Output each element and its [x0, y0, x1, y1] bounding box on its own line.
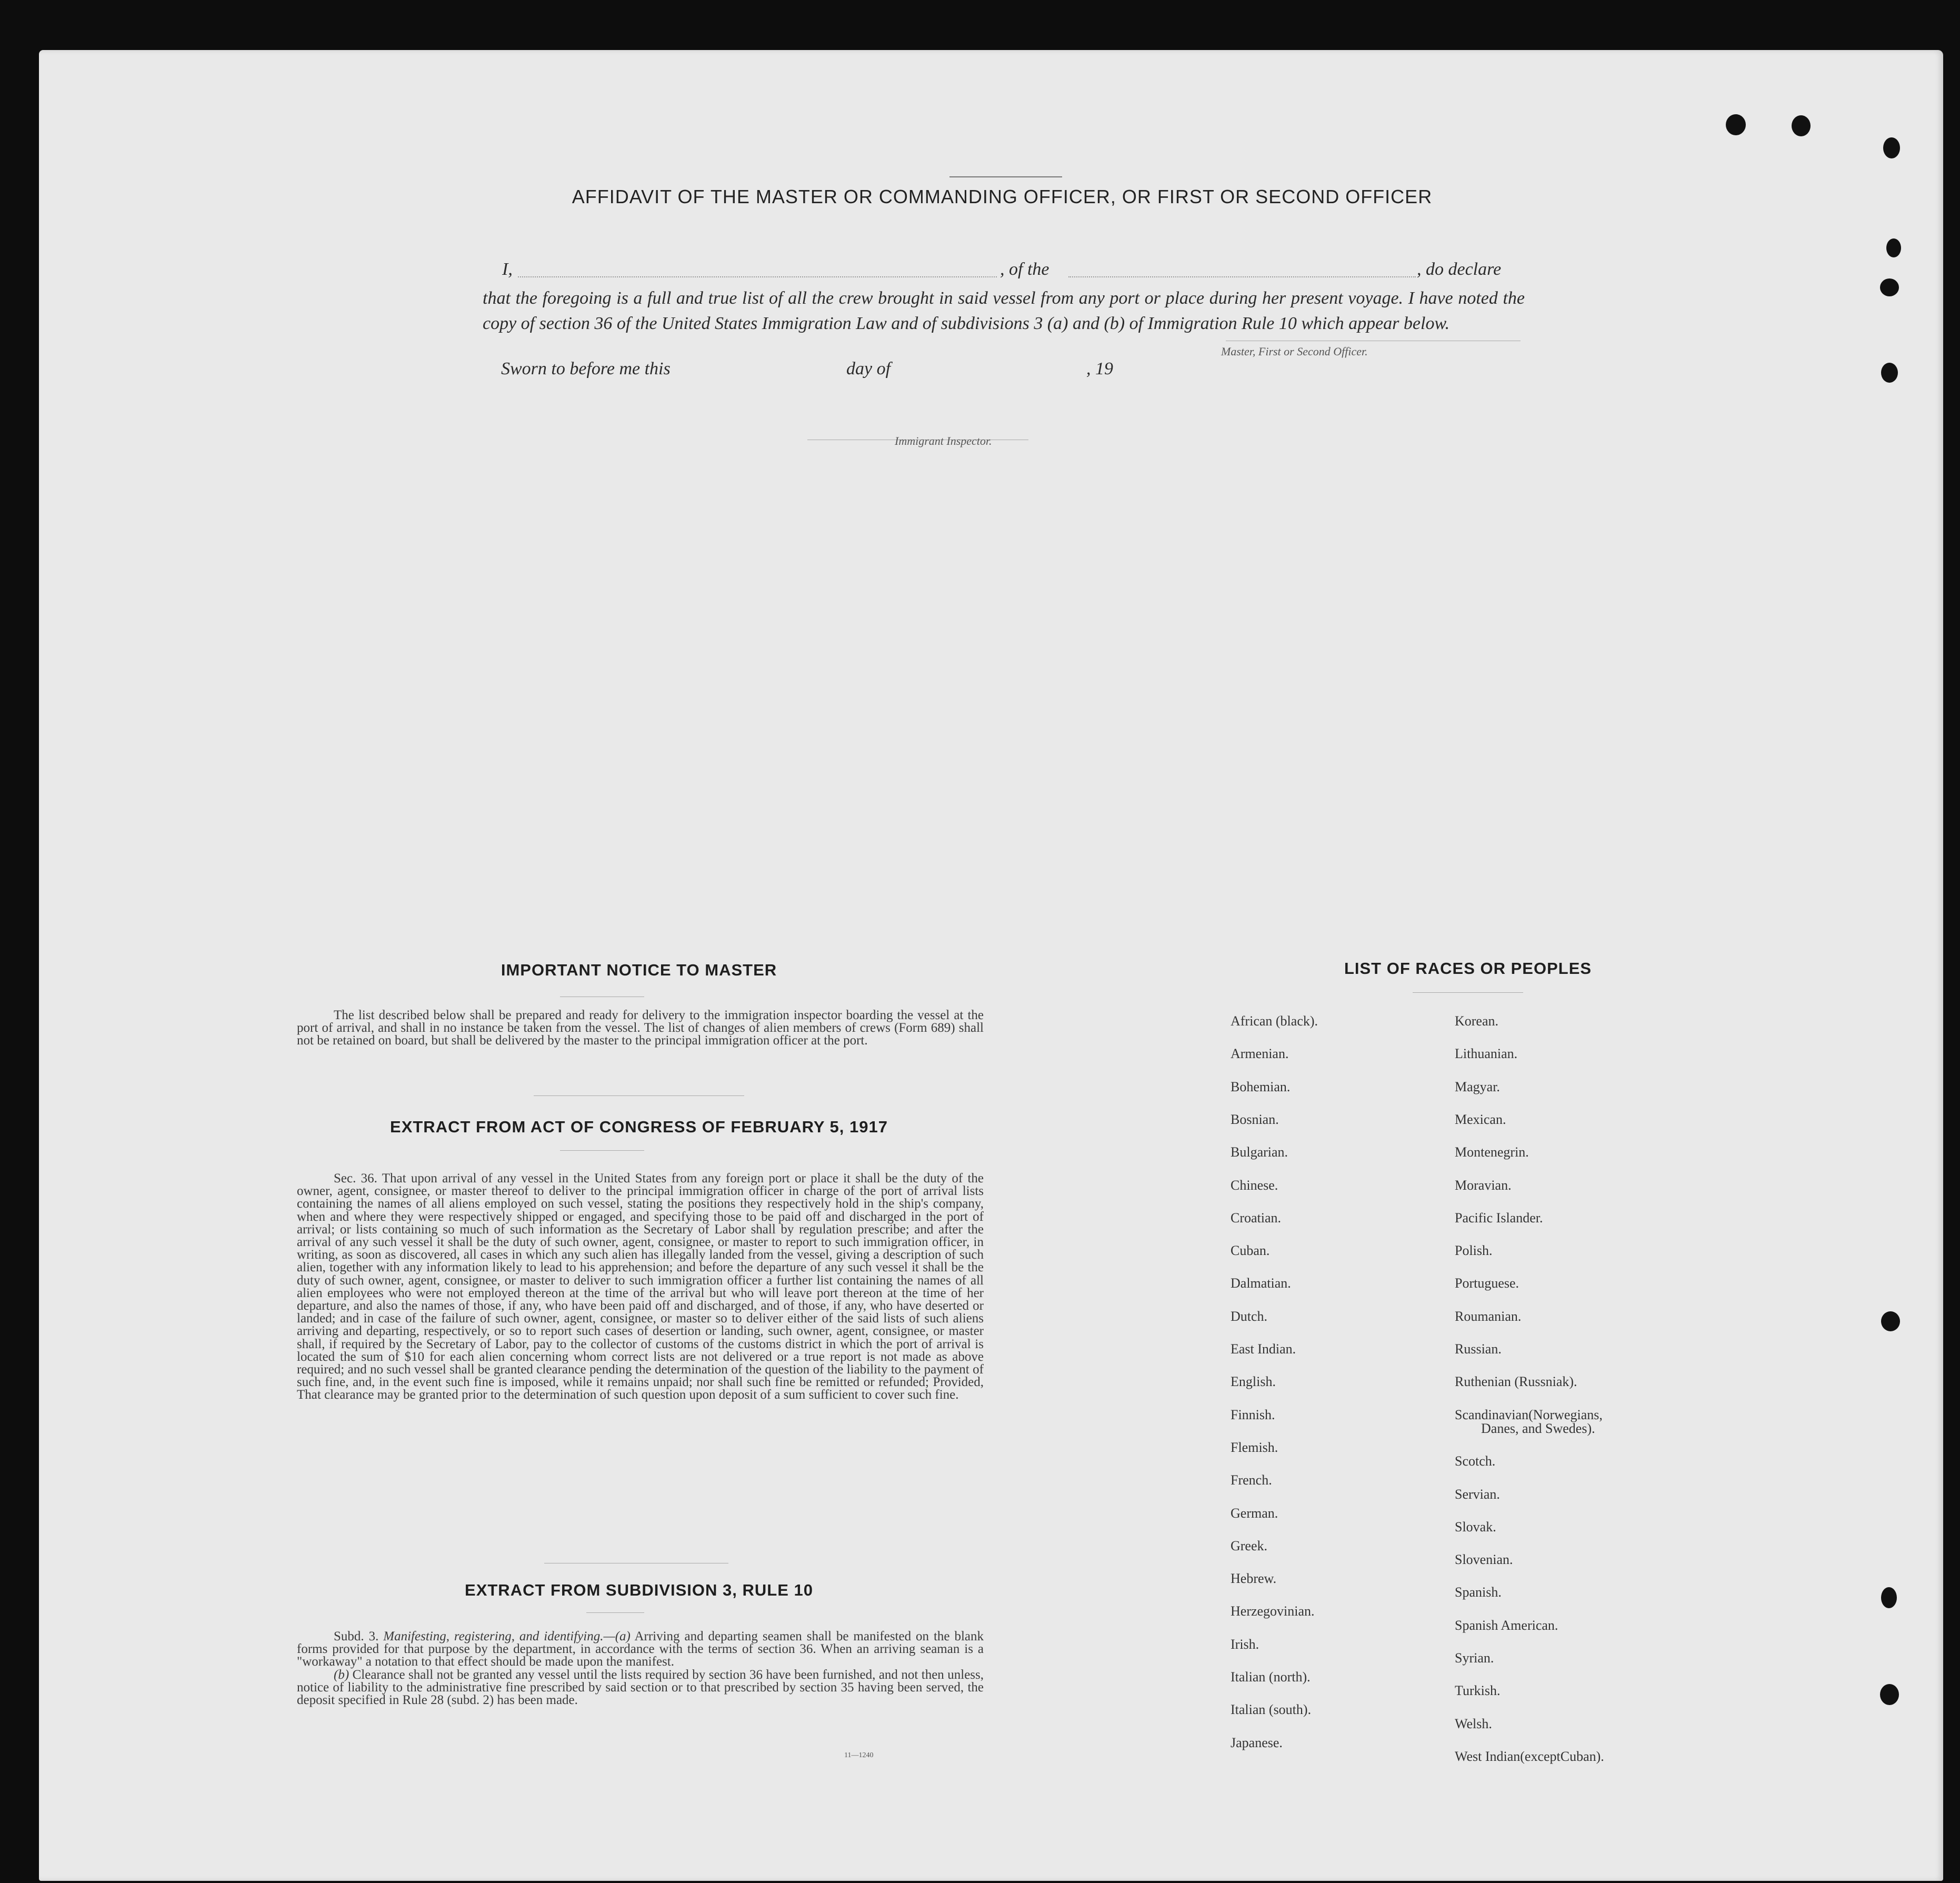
race-item: Irish. [1231, 1636, 1259, 1652]
manifest-page [39, 50, 1943, 1881]
act-title: EXTRACT FROM ACT OF CONGRESS OF FEBRUARY 5, 1917 [390, 1118, 888, 1136]
race-item: Bohemian. [1231, 1079, 1291, 1094]
race-item: Spanish. [1455, 1585, 1502, 1600]
race-item: Lithuanian. [1455, 1046, 1518, 1062]
race-item: Polish. [1455, 1243, 1493, 1259]
affidavit-of-the: , of the [1000, 260, 1049, 279]
part-b-label: (b) [334, 1667, 349, 1682]
race-item: Danes, and Swedes). [1481, 1420, 1595, 1436]
affidavit-title: AFFIDAVIT OF THE MASTER OR COMMANDING OFFICER, OR FIRST OR SECOND OFFICER [572, 186, 1433, 207]
act-section-label: Sec. 36. [334, 1171, 377, 1185]
notice-text: The list described below shall be prepared and ready for delivery to the immigration inspector boarding the vessel at the port of arrival, and shall in no instance be taken from the vessel. The list of changes of alien members of crews (Form 689) shall not be retained on board, but shall be delivered by the master to the principal immigration officer at the port. [297, 1008, 984, 1048]
race-item: Ruthenian (Russniak). [1455, 1374, 1577, 1390]
race-item: Finnish. [1231, 1407, 1275, 1422]
binder-hole-icon [1881, 363, 1898, 383]
day-of-text: day of [846, 359, 891, 378]
sworn-text: Sworn to before me this [501, 359, 671, 378]
binder-hole-icon [1886, 238, 1901, 257]
race-item: Scandinavian(Norwegians, [1455, 1407, 1603, 1422]
race-item: African (black). [1231, 1013, 1318, 1029]
race-item: Armenian. [1231, 1046, 1289, 1062]
name-blank[interactable] [518, 276, 997, 277]
race-item: Scotch. [1455, 1453, 1496, 1469]
race-item: Syrian. [1455, 1650, 1494, 1666]
act-rule-top [534, 1095, 744, 1096]
race-item: Dalmatian. [1231, 1276, 1291, 1291]
race-item: Servian. [1455, 1486, 1500, 1502]
race-item: Magyar. [1455, 1079, 1500, 1094]
race-item: Korean. [1455, 1013, 1499, 1029]
races-rule [1413, 992, 1523, 993]
race-item: Bosnian. [1231, 1111, 1279, 1127]
races-title: LIST OF RACES OR PEOPLES [1344, 959, 1592, 978]
binder-hole-icon [1726, 114, 1746, 135]
act-text: That upon arrival of any vessel in the United States from any foreign port or place it shall be the duty of the owner, agent, consignee, or master thereof to deliver to the principal immigration officer in charge of the port of arrival lists containing the names of all aliens employed on such vessel, stating the positions they respectively hold in the ship's company, when and where they were respectively shipped or engaged, and specifying those to be paid off and discharged in the port of arrival; or lists containing so much of such information as the Secretary of Labor shall by regulation prescribe; and after the arrival of any such vessel it shall be the duty of such owner, agent, consignee, or master to report to such immigration officer, in writing, as soon as discovered, all cases in which any such alien has illegally landed from the vessel, giving a description of such alien, together with any information likely to lead to his apprehension; and before the departure of any such vessel it shall be the duty of such owner, agent, consignee, or master to deliver to such immigration officer a further list containing the names of all alien employees who were not employed thereon at the time of the arrival but who will leave port thereon at the time of her departure, and also the names of those, if any, who have been paid off and discharged, and of those, if any, who have deserted or landed; and in case of the failure of such owner, agent, consignee, or master so to deliver either of the said lists of such aliens arriving and departing, respectively, or so to report such cases of desertion or landing, such owner, agent, consignee, or master shall, if required by the Secretary of Labor, pay to the collector of customs of the customs district in which the port of arrival is located the sum of $10 for each alien concerning whom correct lists are not delivered or a true report is not made as above required; and no such vessel shall be granted clearance pending the determination of the question of the liability to the payment of such fine, and, in the event such fine is imposed, while it remains unpaid; nor shall such fine be remitted or refunded; Provided, That clearance may be granted prior to the determination of such question upon deposit of a sum sufficient to cover such fine. [297, 1171, 984, 1402]
affidavit-i: I, [502, 260, 513, 279]
binder-hole-icon [1883, 137, 1900, 158]
title-rule [949, 176, 1062, 177]
race-item: Roumanian. [1455, 1308, 1522, 1324]
race-item: Russian. [1455, 1341, 1502, 1357]
binder-hole-icon [1881, 1311, 1900, 1331]
race-item: German. [1231, 1505, 1278, 1521]
race-item: Flemish. [1231, 1439, 1278, 1455]
race-item: Japanese. [1231, 1735, 1283, 1750]
part-a-label: —(a) [603, 1629, 631, 1643]
race-item: Croatian. [1231, 1210, 1282, 1226]
race-item: Turkish. [1455, 1683, 1501, 1699]
race-item: Montenegrin. [1455, 1144, 1529, 1160]
vessel-blank[interactable] [1068, 276, 1416, 277]
race-item: Bulgarian. [1231, 1144, 1288, 1160]
race-item: Pacific Islander. [1455, 1210, 1543, 1226]
act-body [297, 1172, 984, 1402]
binder-hole-icon [1881, 1587, 1897, 1608]
race-item: Greek. [1231, 1538, 1268, 1553]
race-item: Slovak. [1455, 1519, 1496, 1535]
race-item: Welsh. [1455, 1716, 1492, 1731]
notice-title: IMPORTANT NOTICE TO MASTER [501, 961, 777, 979]
race-item: Moravian. [1455, 1177, 1512, 1193]
rule-body [297, 1630, 984, 1707]
act-rule [560, 1150, 644, 1151]
subd-title: Manifesting, registering, and identifying. [383, 1629, 604, 1643]
race-item: Dutch. [1231, 1308, 1268, 1324]
race-item: Italian (south). [1231, 1702, 1312, 1718]
subd-label: Subd. 3. [334, 1629, 379, 1643]
race-item: West Indian(exceptCuban). [1455, 1748, 1604, 1764]
binder-hole-icon [1792, 115, 1811, 136]
form-number: 11—1240 [844, 1751, 874, 1759]
race-item: Slovenian. [1455, 1552, 1513, 1568]
rule-extract-rule [586, 1612, 644, 1613]
affidavit-declare: , do declare [1417, 260, 1502, 279]
year-text: , 19 [1086, 359, 1113, 378]
signature-label: Master, First or Second Officer. [1221, 345, 1368, 358]
race-item: French. [1231, 1472, 1272, 1488]
binder-hole-icon [1880, 278, 1899, 296]
binder-hole-icon [1880, 1684, 1899, 1705]
race-item: Cuban. [1231, 1243, 1270, 1259]
race-item: Italian (north). [1231, 1669, 1311, 1685]
race-item: English. [1231, 1374, 1276, 1390]
race-item: Hebrew. [1231, 1571, 1277, 1587]
part-b-text: Clearance shall not be granted any vessel until the lists required by section 36 have been furnished, and not then unless, notice of liability to the administrative fine prescribed by said section or to that prescribed by section 35 having been served, the deposit specified in Rule 28 (subd. 2) has been made. [297, 1667, 984, 1708]
part-a-text: Arriving and departing seamen shall be manifested on the blank forms provided for that purpose by the department, in accordance with the terms of section 36. When an arriving seaman is a "workaway" a notation to that effect should be made upon the manifest. [297, 1629, 984, 1669]
race-item: East Indian. [1231, 1341, 1296, 1357]
race-item: Herzegovinian. [1231, 1603, 1315, 1619]
affidavit-body: that the foregoing is a full and true list of all the crew brought in said vessel from any port or place during her present voyage. I have noted the copy of section 36 of the United States Immigration Law and of subdivisions 3 (a) and (b) of Immigration Rule 10 which appear below. [483, 288, 1525, 333]
race-item: Chinese. [1231, 1177, 1278, 1193]
race-item: Portuguese. [1455, 1276, 1519, 1291]
rule-title: EXTRACT FROM SUBDIVISION 3, RULE 10 [465, 1581, 813, 1599]
race-item: Spanish American. [1455, 1617, 1558, 1633]
inspector-label: Immigrant Inspector. [895, 434, 992, 447]
race-item: Mexican. [1455, 1111, 1506, 1127]
